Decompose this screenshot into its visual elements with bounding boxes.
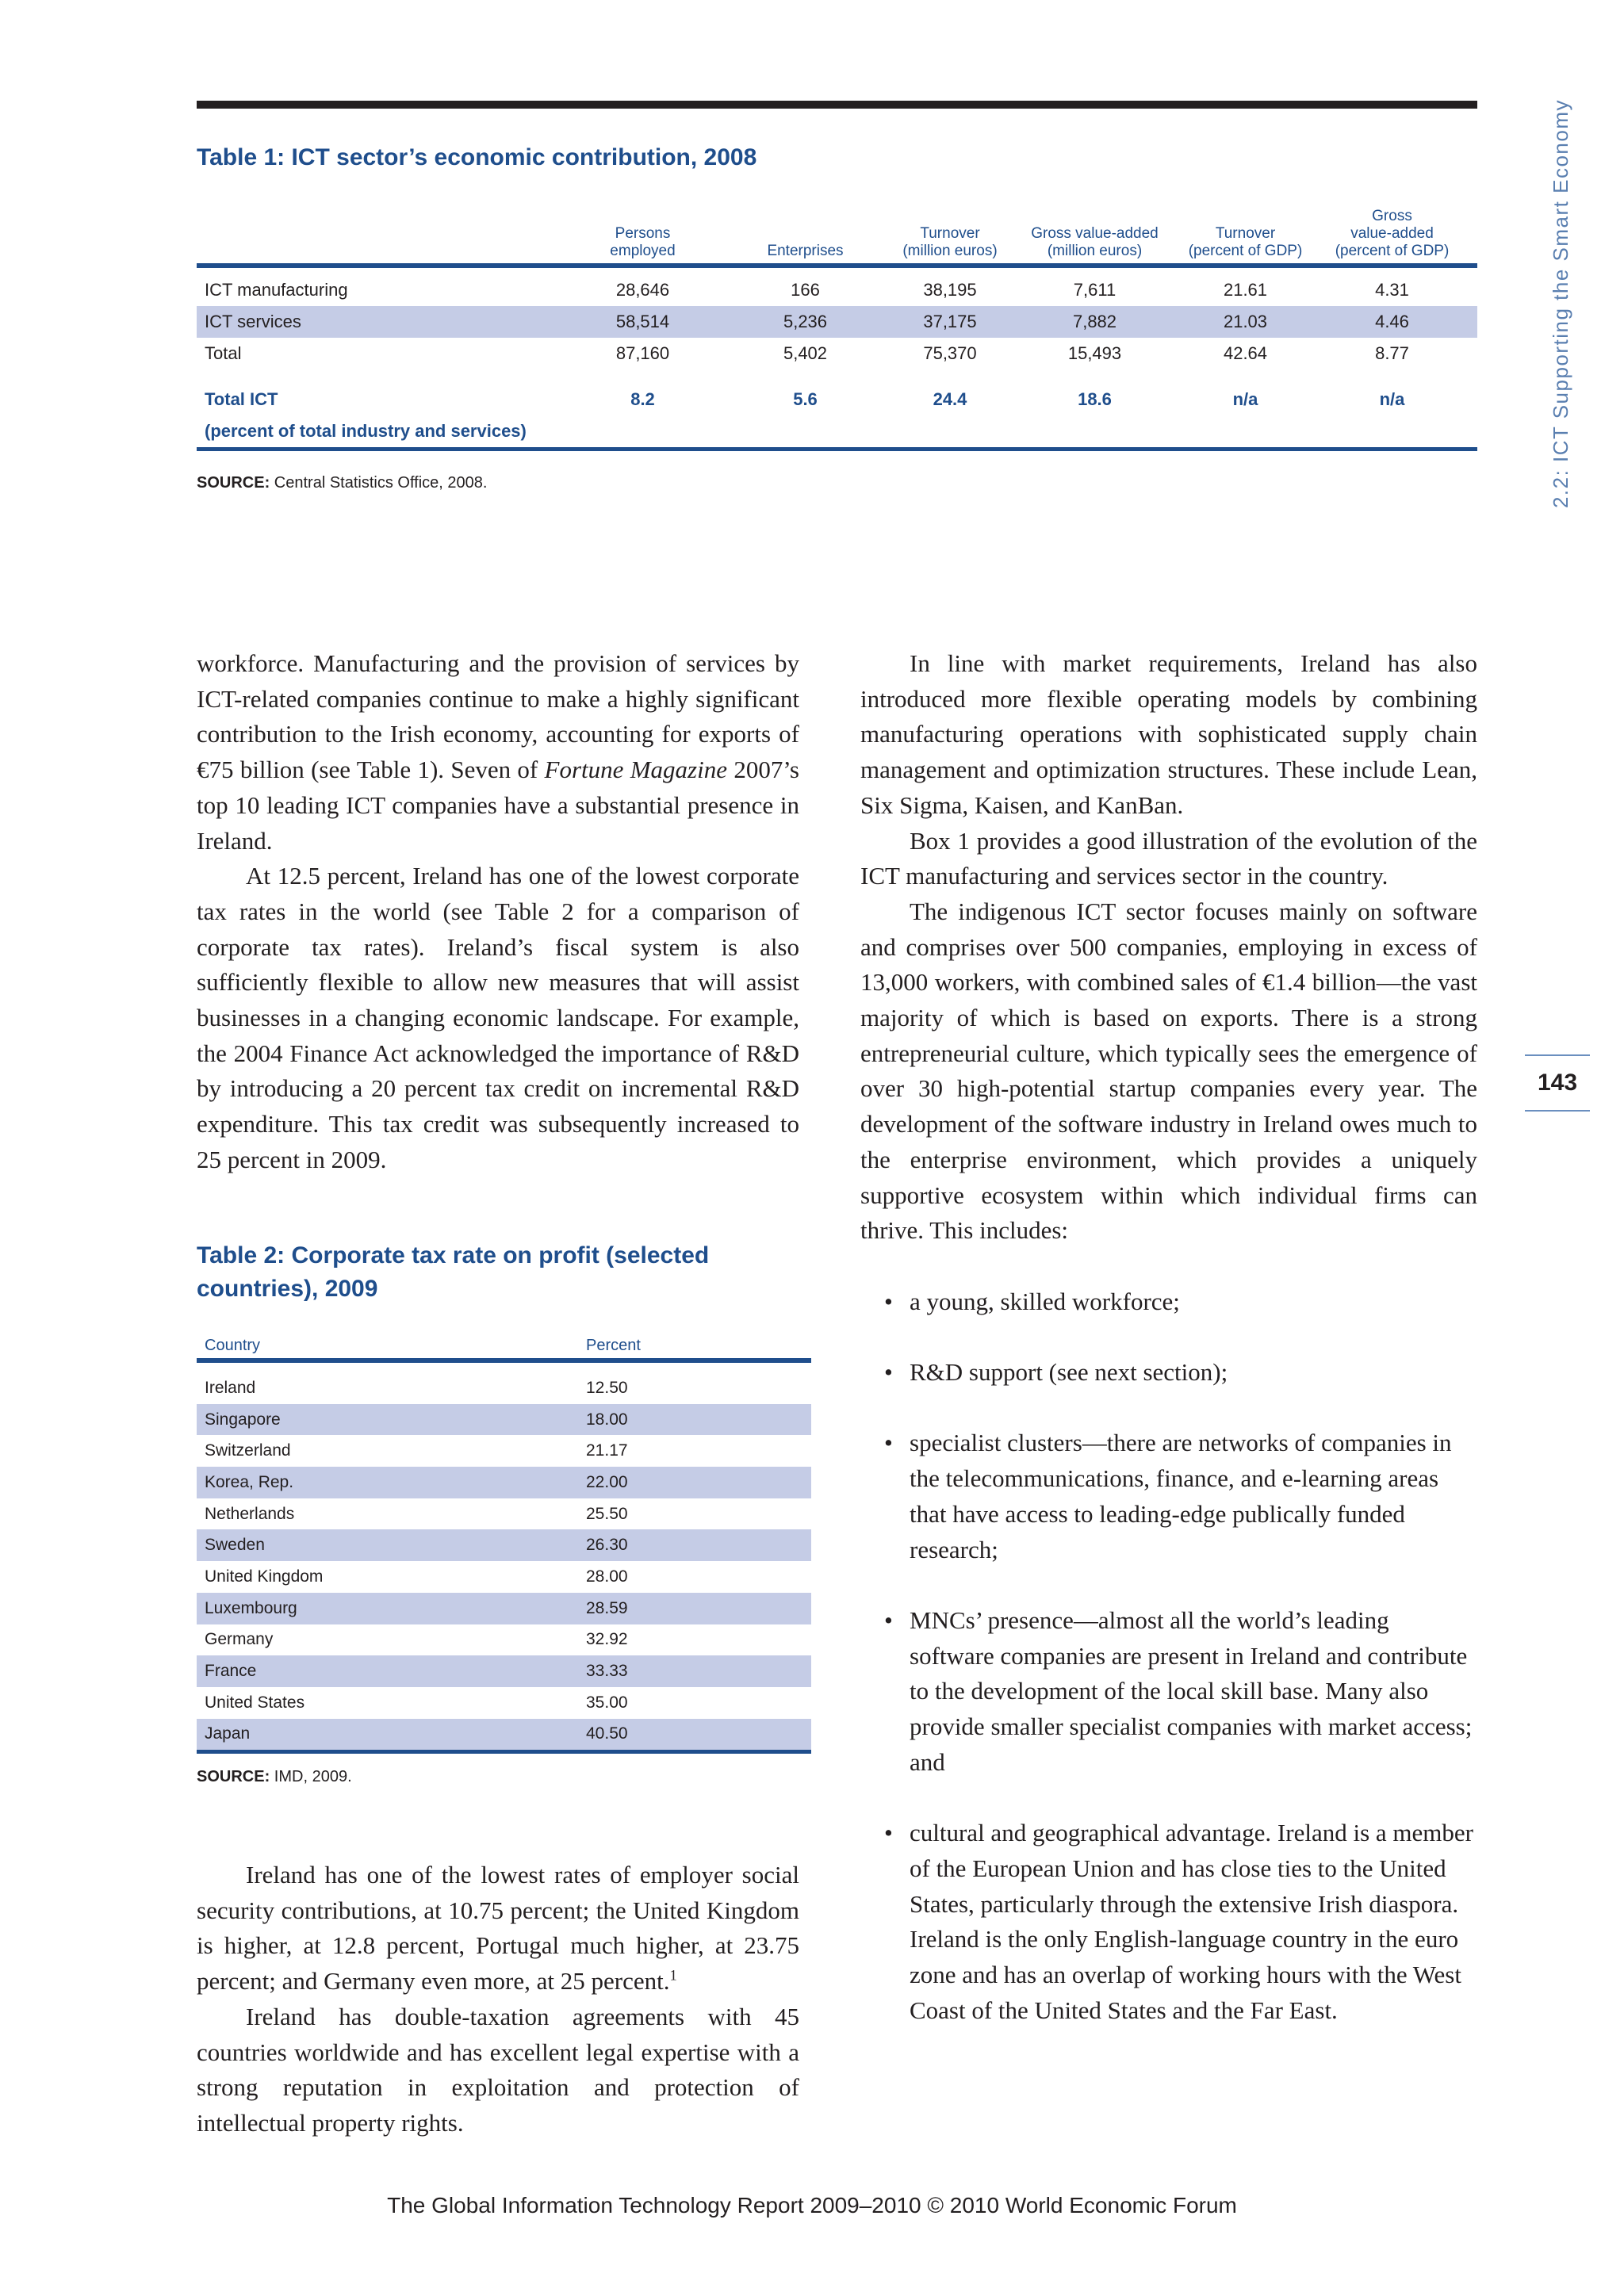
table2-country: Singapore xyxy=(205,1410,281,1429)
table2-country: Switzerland xyxy=(205,1441,291,1460)
table1-title: Table 1: ICT sector’s economic contribution, 2008 xyxy=(197,144,757,170)
table1-total-row: Total ICT 8.2 5.6 24.4 18.6 n/a n/a xyxy=(205,389,1405,409)
bullet-icon: • xyxy=(884,1819,893,1847)
table2-percent: 40.50 xyxy=(586,1724,628,1743)
table1 xyxy=(197,198,1477,451)
bullet-text: a young, skilled workforce; xyxy=(910,1287,1180,1315)
table2-percent: 22.00 xyxy=(586,1472,628,1491)
table1-row: ICT manufacturing 28,646 166 38,195 7,611 21.61 4.31 xyxy=(205,280,1409,300)
bullet-item xyxy=(860,1425,1477,1567)
paragraph: workforce. Manufacturing and the provision of services by ICT-related companies continue to make a highly significant contribution to the Irish economy, accounting for exports of €75 billion (see Table 1). Seven of Fortune Magazine 2007’s top 10 leading ICT companies have a substantial presence in Ireland. xyxy=(197,649,799,855)
table2-country: United States xyxy=(205,1693,305,1712)
footer: The Global Information Technology Report 2009–2010 © 2010 World Economic Forum xyxy=(387,2193,1237,2218)
paragraph: Box 1 provides a good illustration of the evolution of the ICT manufacturing and services sector in the country. xyxy=(860,826,1477,890)
table2-percent: 28.00 xyxy=(586,1567,628,1586)
bullet-text: cultural and geographical advantage. Ireland is a member of the European Union and has close ties to the United States, particularly through the extensive Irish diaspora. Ireland is the only English-language country in the euro zone and has an overlap of working hours with the West Coast of the United States and the Far East. xyxy=(910,1819,1473,2024)
table2-row xyxy=(197,1498,811,1530)
table2-row xyxy=(197,1529,811,1561)
bullet-item xyxy=(860,1816,1477,2028)
table2-row xyxy=(197,1372,811,1404)
bullet-icon: • xyxy=(884,1429,893,1457)
paragraph: The indigenous ICT sector focuses mainly on software and comprises over 500 companies, employing in excess of 13,000 workers, with combined sales of €1.4 billion—the vast majority of which is based on exports. There is a strong entrepreneurial culture, which typically sees the emergence of over 30 high-potential startup companies every year. The development of the software industry in Ireland owes much to the enterprise environment, which provides a uniquely supportive ecosystem within which individual firms can thrive. This includes: xyxy=(860,897,1477,1245)
page-number-box xyxy=(1525,1054,1590,1112)
table2-country: Germany xyxy=(205,1630,274,1649)
table2-percent: 21.17 xyxy=(586,1441,628,1460)
table1-source: SOURCE: Central Statistics Office, 2008. xyxy=(197,474,488,492)
top-rule xyxy=(197,101,1477,109)
table1-header-enterprises: Enterprises xyxy=(767,243,844,259)
bullet-text: specialist clusters—there are networks of companies in the telecommunications, finance, and e-learning areas that have access to leading-edge publically funded research; xyxy=(910,1429,1452,1563)
table2-country: Korea, Rep. xyxy=(205,1472,294,1491)
table2-row xyxy=(197,1687,811,1719)
bullet-icon: • xyxy=(884,1287,893,1315)
table2-title: Table 2: Corporate tax rate on profit (selected countries), 2009 xyxy=(197,1242,710,1302)
table2-percent: 25.50 xyxy=(586,1504,628,1523)
table2-country: Japan xyxy=(205,1724,251,1743)
table2-body xyxy=(197,1372,811,1750)
table2-source: SOURCE: IMD, 2009. xyxy=(197,1768,352,1785)
table1-header-persons: Persons employed xyxy=(610,225,676,259)
table2-percent: 12.50 xyxy=(586,1378,628,1397)
bullet-list xyxy=(860,1284,1477,2029)
table2-row xyxy=(197,1593,811,1624)
left-column-bottom xyxy=(197,1858,799,2141)
table2-percent: 18.00 xyxy=(586,1410,628,1429)
table2-row xyxy=(197,1624,811,1656)
table2-country: France xyxy=(205,1662,257,1681)
paragraph: Ireland has one of the lowest rates of employer social security contributions, at 10.75 percent; the United Kingdom is higher, at 12.8 percent, Portugal much higher, at 23.75 percent; and Germany even more, at 25 percent.$^1$ xyxy=(197,1861,799,1996)
left-column-top xyxy=(197,646,799,1178)
table2-row xyxy=(197,1655,811,1687)
table1-row: ICT services 58,514 5,236 37,175 7,882 21.03 4.46 xyxy=(197,306,1477,338)
bullet-item xyxy=(860,1603,1477,1781)
table2-percent: 28.59 xyxy=(586,1598,628,1617)
right-column xyxy=(860,646,1477,2028)
bullet-text: MNCs’ presence—almost all the world’s leading software companies are present in Ireland and contribute to the development of the local skill base. Many also provide smaller specialist companies with market access; and xyxy=(910,1605,1473,1776)
table2-bottom-rule xyxy=(197,1750,811,1754)
table2-country: Sweden xyxy=(205,1536,265,1555)
table2-header: Country Percent xyxy=(197,1330,811,1363)
table1-header-gva-gdp: Gross value-added (percent of GDP) xyxy=(1335,208,1450,259)
table2-row xyxy=(197,1467,811,1498)
running-head-text: 2.2: ICT Supporting the Smart Economy xyxy=(1548,99,1572,509)
table2-row xyxy=(197,1561,811,1593)
table2-percent: 32.92 xyxy=(586,1630,628,1649)
table1-header xyxy=(197,198,1477,268)
table1-header-gva: Gross value-added (million euros) xyxy=(1031,225,1159,259)
table1-header-turnover: Turnover (million euros) xyxy=(902,225,998,259)
paragraph: Ireland has double-taxation agreements with 45 countries worldwide and has excellent legal expertise with a strong reputation in exploitation and protection of intellectual property rights. xyxy=(197,2002,799,2137)
paragraph: At 12.5 percent, Ireland has one of the lowest corporate tax rates in the world (see Table 2 for a comparison of corporate tax rates). Ireland’s fiscal system is also sufficiently flexible to allow new measures that will assist businesses in a changing economic landscape. For example, the 2004 Finance Act acknowledged the importance of R&D by introducing a 20 percent tax credit on incremental R&D expenditure. This tax credit was subsequently increased to 25 percent in 2009. xyxy=(197,862,799,1173)
table2-country: Ireland xyxy=(205,1378,256,1397)
table2-percent: 26.30 xyxy=(586,1536,628,1555)
table1-header-turnover-gdp: Turnover (percent of GDP) xyxy=(1188,225,1303,259)
table1-row: Total 87,160 5,402 75,370 15,493 42.64 8.77 xyxy=(205,343,1409,363)
table2-country: Luxembourg xyxy=(205,1598,297,1617)
table1-total-subtitle: (percent of total industry and services) xyxy=(197,415,1477,451)
bullet-item xyxy=(860,1284,1477,1320)
bullet-icon: • xyxy=(884,1358,893,1387)
bullet-item xyxy=(860,1355,1477,1391)
table2-country: Netherlands xyxy=(205,1504,295,1523)
table2-country: United Kingdom xyxy=(205,1567,324,1586)
page-number: 143 xyxy=(1537,1070,1578,1096)
bullet-icon: • xyxy=(884,1605,893,1634)
table2-percent: 33.33 xyxy=(586,1662,628,1681)
paragraph: In line with market requirements, Ireland has also introduced more flexible operating models by combining manufacturing operations with sophisticated supply chain management and optimization structures. These include Lean, Six Sigma, Kaisen, and KanBan. xyxy=(860,649,1477,819)
table2 xyxy=(197,1330,811,1754)
table2-row xyxy=(197,1719,811,1751)
bullet-text: R&D support (see next section); xyxy=(910,1358,1228,1387)
table2-row xyxy=(197,1404,811,1436)
running-head xyxy=(1545,99,1576,509)
table2-percent: 35.00 xyxy=(586,1693,628,1712)
table2-row xyxy=(197,1435,811,1467)
